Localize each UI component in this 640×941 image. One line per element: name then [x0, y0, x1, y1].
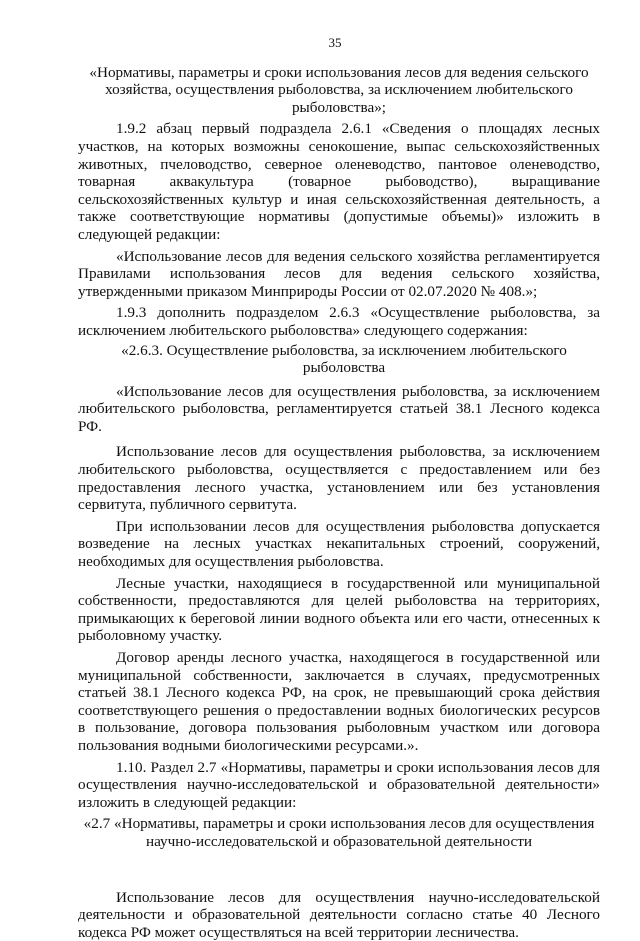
- paragraph-fishing-structures: При использовании лесов для осуществления рыболовства допускается возведение на лесных участках некапитальных строений, сооружений, необходимых для осуществления рыболовства.: [78, 517, 600, 571]
- paragraph-1-9-3: 1.9.3 дополнить подразделом 2.6.3 «Осуществление рыболовства, за исключением любительского рыболовства» следующего содержания:: [78, 304, 600, 339]
- paragraph-fishing-use: Использование лесов для осуществления рыболовства, за исключением любительского рыболовства, осуществляется с предоставлением или без предоставления лесного участка, установлением или без установления сервитута, публичного сервитута.: [78, 443, 600, 514]
- page-number: 35: [328, 35, 342, 50]
- paragraph-1-9-2: 1.9.2 абзац первый подраздела 2.6.1 «Сведения о площадях лесных участков, на которых возможны сенокошение, выпас сельскохозяйственных животных, пчеловодство, северное оленеводство, пантовое оленеводство, товарная аквакультура (товарное рыбоводство), выращивание сельскохозяйственных культур и иная сельскохозяйственная деятельность, а также соответствующие нормативы (допустимые объемы)» изложить в следующей редакции:: [78, 120, 600, 243]
- paragraph-forest-agriculture-title: «Нормативы, параметры и сроки использования лесов для ведения сельского хозяйства, осуществления рыболовства, за исключением любительского рыболовства»;: [89, 63, 589, 116]
- section-heading-2-7: «2.7 «Нормативы, параметры и сроки использования лесов для осуществления научно-исследовательской и образовательной деятельности: [83, 815, 595, 850]
- paragraph-fishing-regulation: «Использование лесов для осуществления рыболовства, за исключением любительского рыболовства, регламентируется статьей 38.1 Лесного кодекса РФ.: [78, 382, 600, 435]
- paragraph-lease-agreement: Договор аренды лесного участка, находящегося в государственной или муниципальной собственности, заключается в случаях, предусмотренных статьей 38.1 Лесного кодекса РФ, на срок, не превышающий срока действия соответствующего решения о предоставлении водных биологических ресурсов в пользование, договора пользования рыболовным участком или договора пользования водными биологическими ресурсами.».: [78, 649, 600, 754]
- subsection-heading-2-6-3: «2.6.3. Осуществление рыболовства, за исключением любительского рыболовства: [121, 341, 567, 377]
- paragraph-forest-plots: Лесные участки, находящиеся в государственной или муниципальной собственности, предоставляются для целей рыболовства на территориях, примыкающих к береговой линии водного объекта или его части, отнесенных к рыболовному участку.: [78, 574, 600, 645]
- paragraph-agriculture-rules: «Использование лесов для ведения сельского хозяйства регламентируется Правилами использования лесов для ведения сельского хозяйства, утвержденными приказом Минприроды России от 02.07.2020 № 408.»;: [78, 247, 600, 300]
- paragraph-1-10: 1.10. Раздел 2.7 «Нормативы, параметры и сроки использования лесов для осуществления научно-исследовательской и образовательной деятельности» изложить в следующей редакции:: [78, 758, 600, 811]
- paragraph-research-education: Использование лесов для осуществления научно-исследовательской деятельности и образовательной деятельности согласно статье 40 Лесного кодекса РФ может осуществляться на всей территории лесничества.: [78, 888, 600, 941]
